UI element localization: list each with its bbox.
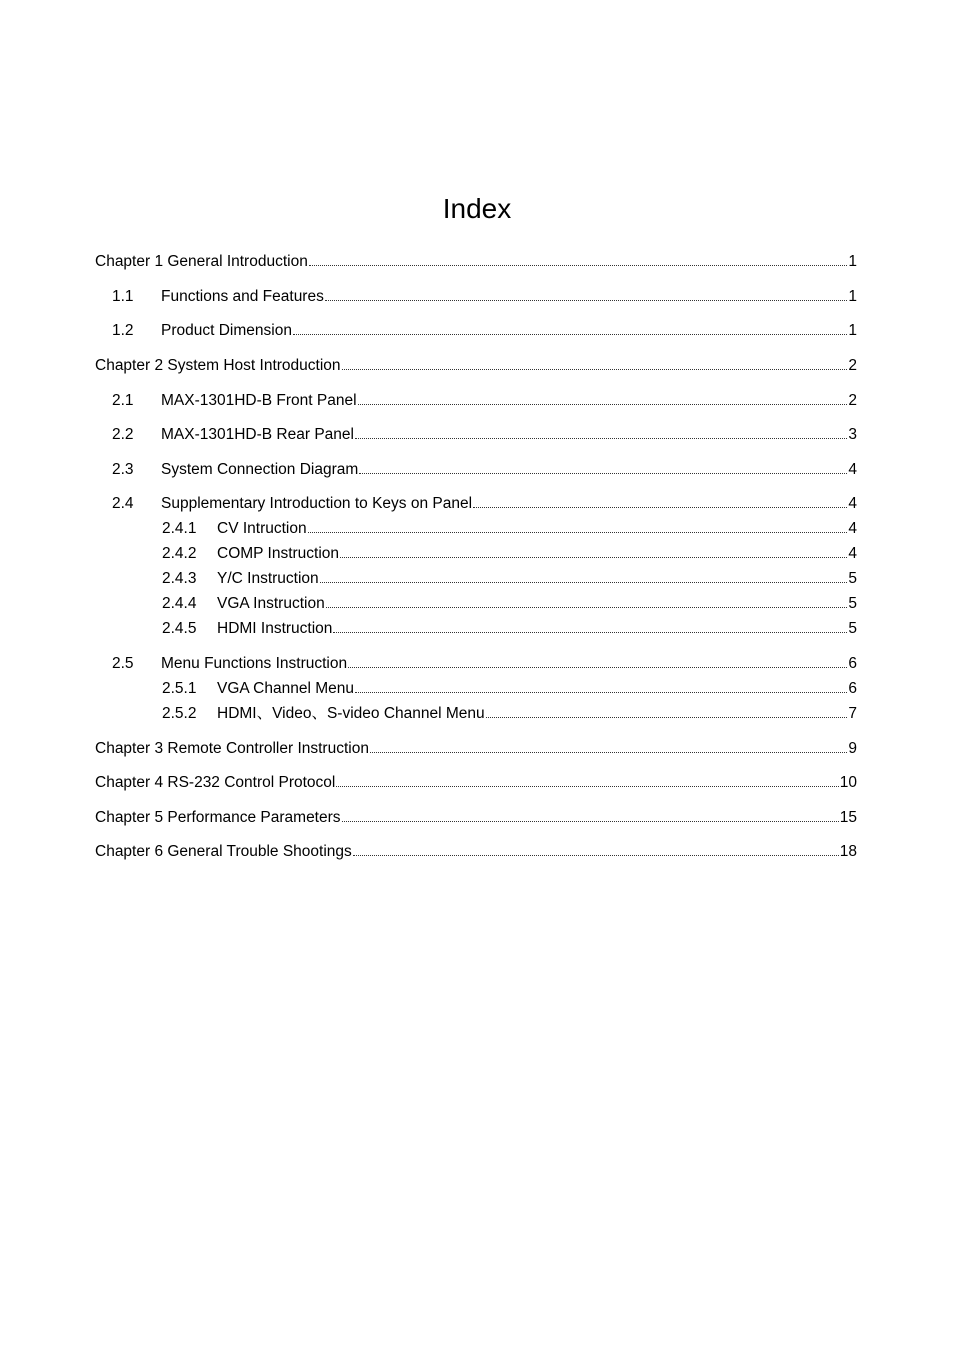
toc-entry-number: 2.4.5: [162, 620, 197, 637]
toc-dot-leader: [320, 570, 848, 583]
toc-entry-page: 4: [848, 495, 857, 512]
toc-entry[interactable]: [162, 595, 857, 613]
toc-entry-label: VGA Channel Menu: [217, 680, 355, 697]
toc-entry-label: Chapter 2 System Host Introduction: [95, 357, 341, 374]
toc-dot-leader: [359, 461, 847, 474]
toc-entry-page: 6: [848, 680, 857, 697]
toc-dot-leader: [348, 655, 847, 668]
toc-entry[interactable]: [112, 288, 857, 306]
toc-entry-page: 4: [848, 520, 857, 537]
toc-entry[interactable]: [112, 655, 857, 673]
toc-entry-page: 4: [848, 461, 857, 478]
toc-entry-number: 1.2: [112, 322, 134, 339]
toc-entry[interactable]: [162, 620, 857, 638]
toc-entry-number: 2.4.1: [162, 520, 197, 537]
toc-dot-leader: [342, 357, 848, 370]
toc-entry-number: 1.1: [112, 288, 134, 305]
toc-entry[interactable]: [95, 740, 857, 758]
toc-entry-label: Functions and Features: [161, 288, 324, 305]
toc-entry-page: 10: [839, 774, 857, 791]
toc-entry[interactable]: [112, 461, 857, 479]
toc-entry-number: 2.4: [112, 495, 134, 512]
toc-entry-page: 15: [839, 809, 857, 826]
toc-entry-number: 2.3: [112, 461, 134, 478]
toc-entry-label: CV Intruction: [217, 520, 307, 537]
toc-entry-label: HDMI、Video、S-video Channel Menu: [217, 705, 485, 722]
toc-entry-number: 2.4.2: [162, 545, 197, 562]
toc-entry-page: 7: [848, 705, 857, 722]
toc-entry-label: Menu Functions Instruction: [161, 655, 348, 672]
toc-entry[interactable]: [162, 520, 857, 538]
toc-entry-label: Chapter 4 RS-232 Control Protocol: [95, 774, 336, 791]
page-title: Index: [442, 192, 512, 224]
toc-dot-leader: [309, 253, 848, 266]
toc-entry[interactable]: [112, 392, 857, 410]
toc-entry-page: 3: [848, 426, 857, 443]
toc-entry-number: 2.5.1: [162, 680, 197, 697]
toc-entry-label: Chapter 3 Remote Controller Instruction: [95, 740, 369, 757]
toc-entry-page: 2: [848, 392, 857, 409]
toc-entry[interactable]: [95, 843, 857, 861]
toc-entry-label: Chapter 1 General Introduction: [95, 253, 308, 270]
toc-dot-leader: [336, 774, 838, 787]
toc-dot-leader: [358, 392, 848, 405]
toc-dot-leader: [293, 322, 847, 335]
toc-entry[interactable]: [162, 680, 857, 698]
toc-entry[interactable]: [112, 495, 857, 513]
toc-dot-leader: [342, 809, 839, 822]
toc-entry-label: Product Dimension: [161, 322, 292, 339]
toc-dot-leader: [340, 545, 847, 558]
toc-dot-leader: [486, 705, 848, 718]
toc-entry[interactable]: [162, 545, 857, 563]
toc-entry-number: 2.2: [112, 426, 134, 443]
toc-entry-label: Chapter 6 General Trouble Shootings: [95, 843, 352, 860]
toc-entry-number: 2.5.2: [162, 705, 197, 722]
toc-entry-number: 2.4.3: [162, 570, 197, 587]
toc-entry-label: MAX-1301HD-B Front Panel: [161, 392, 357, 409]
toc-entry-label: Chapter 5 Performance Parameters: [95, 809, 341, 826]
toc-entry-page: 18: [839, 843, 857, 860]
toc-dot-leader: [355, 680, 847, 693]
toc-entry-page: 1: [848, 288, 857, 305]
toc-entry-label: COMP Instruction: [217, 545, 340, 562]
toc-dot-leader: [326, 595, 848, 608]
toc-dot-leader: [308, 520, 848, 533]
toc-entry[interactable]: [112, 322, 857, 340]
toc-entry-page: 1: [848, 253, 857, 270]
toc-entry[interactable]: [162, 705, 857, 723]
toc-entry-label: Supplementary Introduction to Keys on Panel: [161, 495, 473, 512]
toc-entry-page: 4: [848, 545, 857, 562]
toc-dot-leader: [355, 426, 847, 439]
toc-entry-label: VGA Instruction: [217, 595, 325, 612]
toc-entry[interactable]: [95, 357, 857, 375]
toc-entry[interactable]: [162, 570, 857, 588]
toc-entry-number: 2.5: [112, 655, 134, 672]
toc-entry-page: 5: [848, 570, 857, 587]
toc-entry[interactable]: [112, 426, 857, 444]
toc-entry-number: 2.1: [112, 392, 134, 409]
toc-dot-leader: [325, 288, 848, 301]
toc-entry[interactable]: [95, 809, 857, 827]
toc-entry-page: 1: [848, 322, 857, 339]
toc-dot-leader: [333, 620, 847, 633]
toc-entry-number: 2.4.4: [162, 595, 197, 612]
toc-entry-label: System Connection Diagram: [161, 461, 359, 478]
toc-entry-page: 2: [848, 357, 857, 374]
toc-entry[interactable]: [95, 774, 857, 792]
toc-entry-label: Y/C Instruction: [217, 570, 319, 587]
toc-entry[interactable]: [95, 253, 857, 271]
toc-dot-leader: [370, 740, 847, 753]
toc-dot-leader: [353, 843, 839, 856]
toc-entry-page: 9: [848, 740, 857, 757]
toc-dot-leader: [473, 495, 847, 508]
toc-entry-page: 5: [848, 620, 857, 637]
toc-entry-page: 5: [848, 595, 857, 612]
toc-entry-label: MAX-1301HD-B Rear Panel: [161, 426, 354, 443]
toc-entry-label: HDMI Instruction: [217, 620, 333, 637]
toc-entry-page: 6: [848, 655, 857, 672]
